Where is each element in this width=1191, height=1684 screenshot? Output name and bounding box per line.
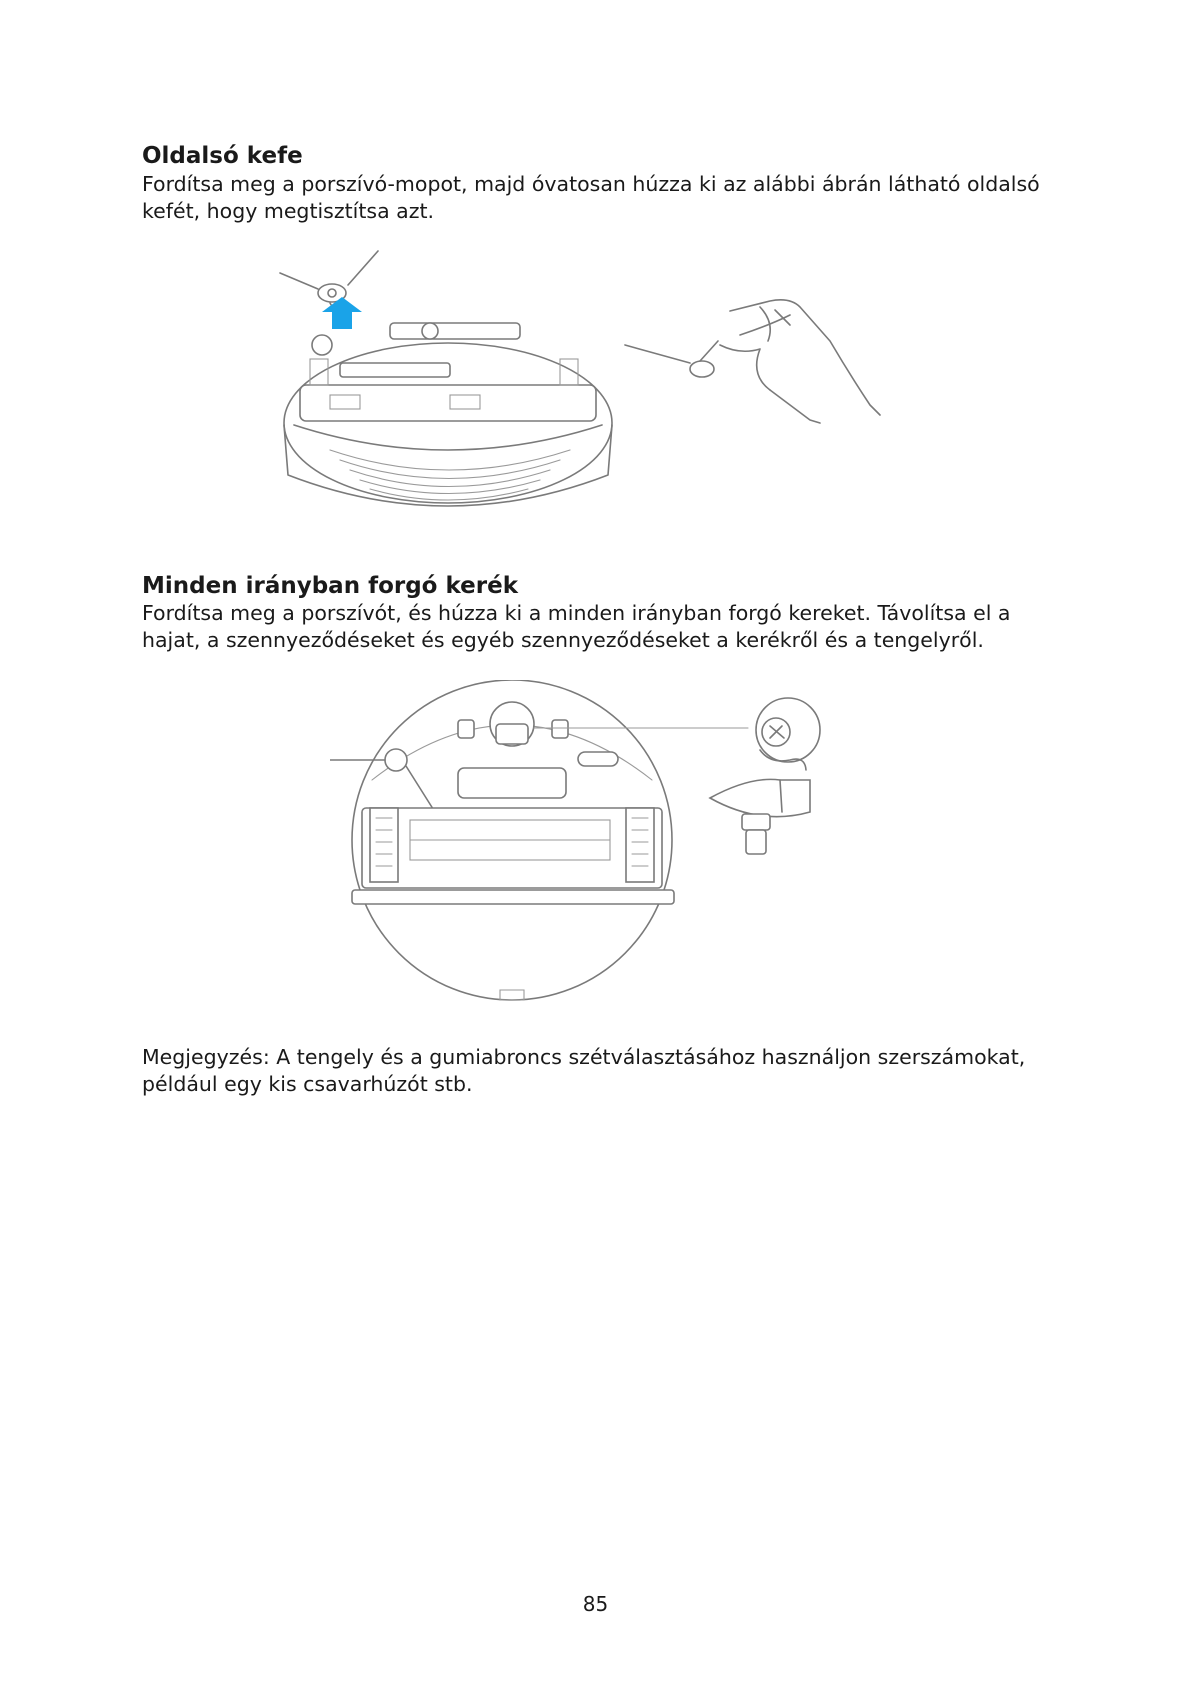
side-brush-line-2: kefét, hogy megtisztítsa azt. bbox=[142, 199, 435, 223]
side-brush-instructions bbox=[142, 171, 1042, 225]
section-heading-side-brush: Oldalsó kefe bbox=[142, 143, 303, 169]
side-brush-line-1: Fordítsa meg a porszívó-mopot, majd óvatosan húzza ki az alábbi ábrán látható oldalsó bbox=[142, 172, 1040, 196]
omni-wheel-illustration bbox=[330, 680, 870, 1020]
section-heading-omni-wheel: Minden irányban forgó kerék bbox=[142, 573, 519, 599]
robot-vacuum-bottom-icon bbox=[330, 680, 748, 1000]
omni-wheel-instructions bbox=[142, 600, 1042, 654]
note-line-1: Megjegyzés: A tengely és a gumiabroncs szétválasztásához használjon szerszámokat, bbox=[142, 1045, 1026, 1069]
wheel-assembly-icon bbox=[710, 698, 820, 854]
omni-wheel-line-1: Fordítsa meg a porszívót, és húzza ki a minden irányban forgó kereket. Távolítsa el a bbox=[142, 601, 1011, 625]
note-line-2: például egy kis csavarhúzót stb. bbox=[142, 1072, 473, 1096]
robot-vacuum-underside-icon bbox=[284, 323, 612, 506]
page-number: 85 bbox=[582, 1592, 609, 1616]
side-brush-icon bbox=[280, 251, 378, 313]
hand-pulling-brush-icon bbox=[625, 300, 880, 423]
omni-wheel-line-2: hajat, a szennyeződéseket és egyéb szennyeződéseket a kerékről és a tengelyről. bbox=[142, 628, 984, 652]
side-brush-illustration bbox=[270, 245, 910, 530]
note bbox=[142, 1044, 1042, 1098]
